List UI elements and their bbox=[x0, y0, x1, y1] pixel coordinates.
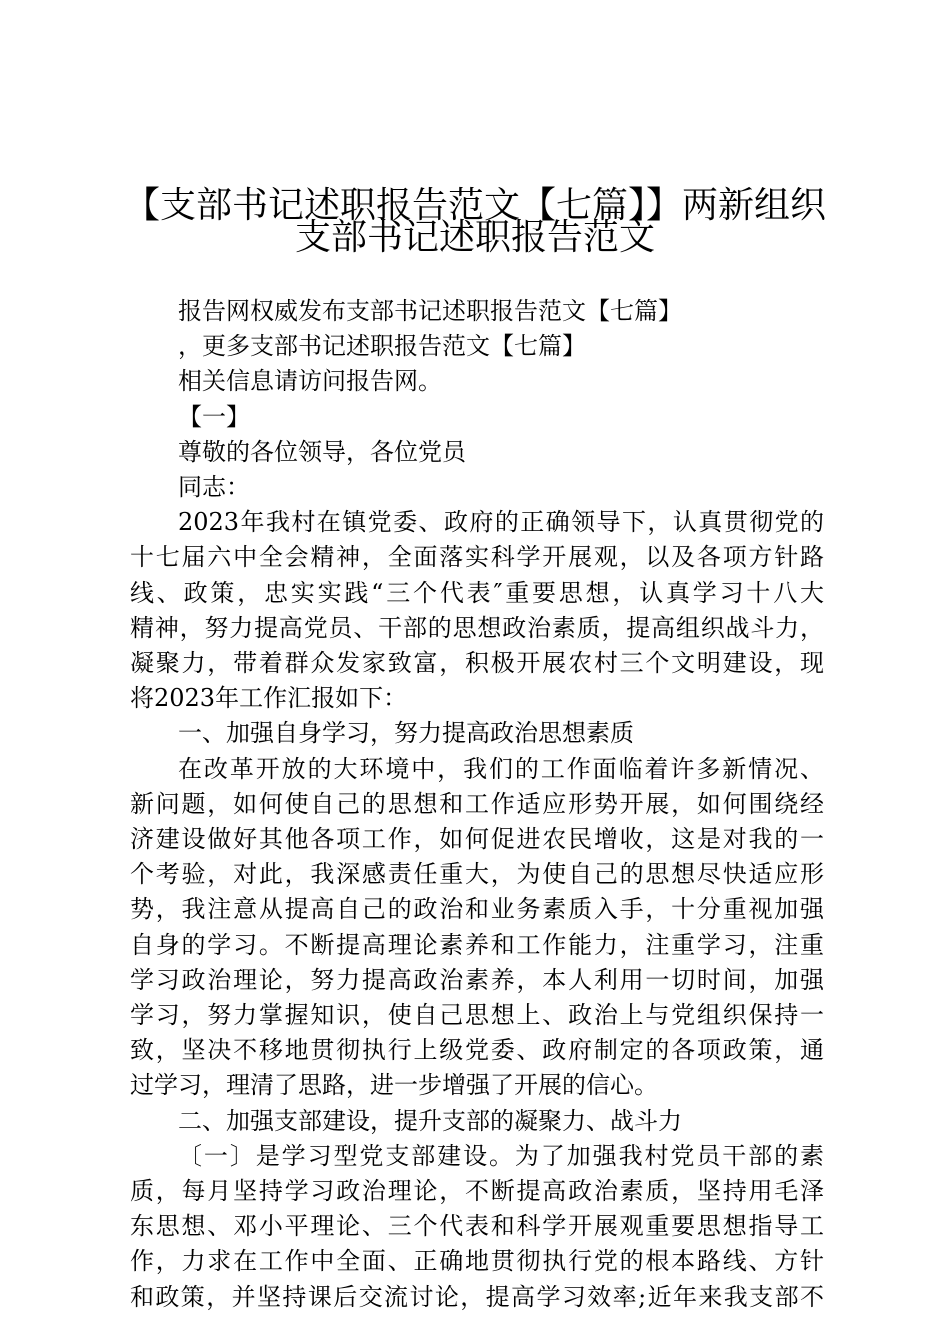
paragraph-line: 学习政治理论，努力提高政治素养，本人利用一切时间，加强 bbox=[130, 965, 824, 994]
paragraph-line: 将2023年工作汇报如下： bbox=[130, 684, 408, 713]
paragraph-line: 致，坚决不移地贯彻执行上级党委、政府制定的各项政策，通 bbox=[130, 1036, 824, 1065]
paragraph-line: 〔一〕是学习型党支部建设。为了加强我村党员干部的素 bbox=[178, 1141, 824, 1170]
paragraph-line: 自身的学习。不断提高理论素养和工作能力，注重学习，注重 bbox=[130, 930, 824, 959]
paragraph-line: 过学习，理清了思路，进一步增强了开展的信心。 bbox=[130, 1071, 658, 1100]
intro-line: ，更多支部书记述职报告范文【七篇】 bbox=[178, 332, 586, 361]
paragraph-line: 十七届六中全会精神，全面落实科学开展观，以及各项方针路 bbox=[130, 543, 824, 572]
greeting-line: 尊敬的各位领导，各位党员 bbox=[178, 437, 466, 466]
intro-line: 相关信息请访问报告网。 bbox=[178, 367, 442, 396]
paragraph-line: 作，力求在工作中全面、正确地贯彻执行党的根本路线、方针 bbox=[130, 1247, 824, 1276]
section-heading: 二、加强支部建设，提升支部的凝聚力、战斗力 bbox=[178, 1106, 682, 1135]
paragraph-line: 个考验，对此，我深感责任重大，为使自己的思想尽快适应形 bbox=[130, 860, 824, 889]
document-title-line-1: 【支部书记述职报告范文【七篇】】两新组织 bbox=[123, 185, 826, 226]
paragraph-line: 质，每月坚持学习政治理论，不断提高政治素质，坚持用毛泽 bbox=[130, 1177, 824, 1206]
section-marker: 【一】 bbox=[178, 402, 250, 431]
paragraph-line: 新问题，如何使自己的思想和工作适应形势开展，如何围绕经 bbox=[130, 789, 824, 818]
paragraph-line: 在改革开放的大环境中，我们的工作面临着许多新情况、 bbox=[178, 754, 824, 783]
intro-line: 报告网权威发布支部书记述职报告范文【七篇】 bbox=[178, 297, 682, 325]
paragraph-line: 济建设做好其他各项工作，如何促进农民增收，这是对我的一 bbox=[130, 825, 824, 854]
paragraph-line: 势，我注意从提高自己的政治和业务素质入手，十分重视加强 bbox=[130, 895, 824, 924]
document-body bbox=[130, 294, 824, 1315]
document-title-line-2: 支部书记述职报告范文 bbox=[294, 217, 655, 258]
paragraph-line: 精神，努力提高党员、干部的思想政治素质，提高组织战斗力， bbox=[130, 613, 824, 642]
paragraph-line: 和政策，并坚持课后交流讨论，提高学习效率;近年来我支部不 bbox=[130, 1282, 824, 1311]
paragraph-line: 凝聚力，带着群众发家致富，积极开展农村三个文明建设，现 bbox=[130, 649, 824, 678]
paragraph-line: 线、政策，忠实实践“三个代表″重要思想，认真学习十八大 bbox=[130, 578, 824, 607]
section-heading: 一、加强自身学习，努力提高政治思想素质 bbox=[178, 719, 634, 748]
paragraph-line: 东思想、邓小平理论、三个代表和科学开展观重要思想指导工 bbox=[130, 1212, 824, 1241]
paragraph-line: 学习，努力掌握知识，使自己思想上、政治上与党组织保持一 bbox=[130, 1001, 824, 1030]
greeting-line: 同志： bbox=[178, 473, 250, 502]
paragraph-line: 2023年我村在镇党委、政府的正确领导下，认真贯彻党的 bbox=[178, 508, 824, 537]
